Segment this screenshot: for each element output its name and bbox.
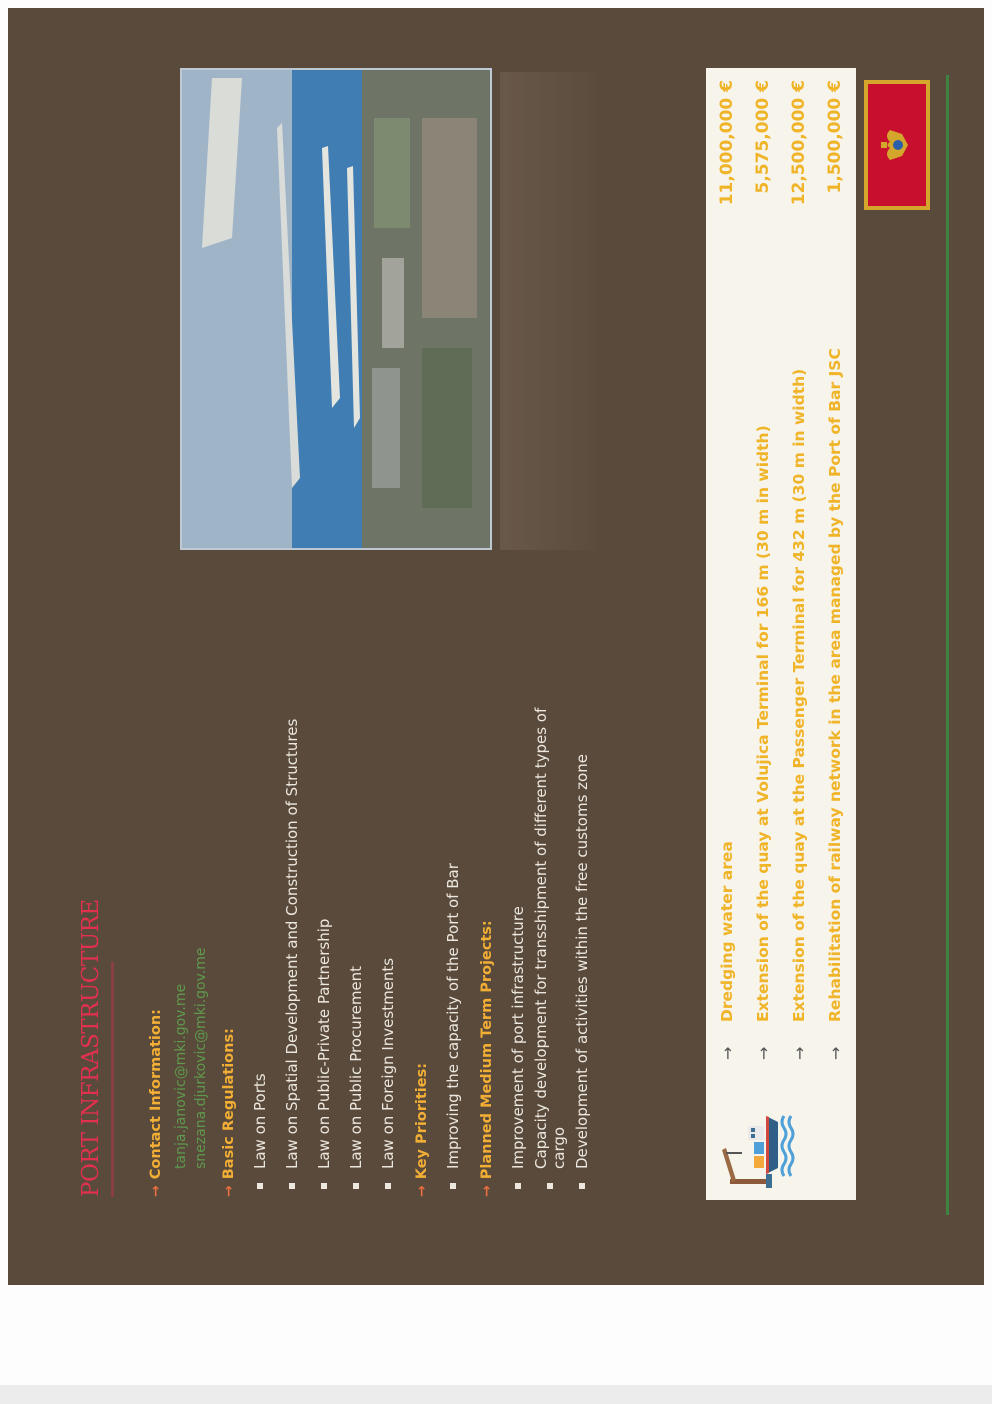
project-label: Rehabilitation of railway network in the area managed by the Port of Bar JSC (826, 348, 844, 1022)
list-item: Improvement of port infrastructure (502, 677, 534, 1189)
cargo-ship-crane-icon (720, 1108, 802, 1190)
bullet-icon (547, 1183, 553, 1189)
montenegro-flag-icon (864, 80, 930, 210)
planned-heading: Planned Medium Term Projects: (479, 920, 495, 1180)
project-row (748, 80, 778, 1060)
list-item: Law on Spatial Development and Construction of Structures (276, 677, 308, 1189)
bullet-icon (257, 1183, 263, 1189)
divider-line (946, 75, 949, 1215)
list-item: Law on Foreign Investments (372, 677, 404, 1189)
slide-content-rotated (8, 8, 984, 1285)
list-item: Development of activities within the free customs zone (566, 677, 598, 1189)
project-row (712, 80, 742, 1060)
priorities-heading: Key Priorities: (414, 1062, 430, 1180)
priorities-section (414, 677, 469, 1197)
port-aerial-photo (180, 68, 492, 550)
arrow-right-icon: → (479, 1185, 495, 1197)
arrow-right-icon: → (789, 1046, 809, 1060)
arrow-right-icon: → (414, 1185, 430, 1197)
project-amount: 5,575,000 € (753, 80, 773, 194)
project-amount: 12,500,000 € (789, 80, 809, 206)
arrow-right-icon: → (148, 1185, 164, 1197)
project-row (820, 80, 850, 1060)
list-item: Law on Public Procurement (340, 677, 372, 1189)
project-row (784, 80, 814, 1060)
bullet-icon (385, 1183, 391, 1189)
project-label: Extension of the quay at Volujica Terminal for 166 m (30 m in width) (754, 425, 772, 1022)
contact-email-1[interactable]: tanja.janovic@mki.gov.me (173, 983, 189, 1169)
arrow-right-icon: → (753, 1046, 773, 1060)
project-label: Extension of the quay at the Passenger Terminal for 432 m (30 m in width) (790, 368, 808, 1022)
projects-panel (706, 68, 856, 1200)
project-amount: 11,000,000 € (717, 80, 737, 206)
regulations-list (244, 677, 404, 1197)
bullet-icon (515, 1183, 521, 1189)
list-item: Law on Public-Private Partnership (308, 677, 340, 1189)
list-item: Law on Ports (244, 677, 276, 1189)
arrow-right-icon: → (717, 1046, 737, 1060)
port-aerial-illustration (182, 70, 490, 548)
title-underline (111, 962, 114, 1197)
bullet-icon (450, 1183, 456, 1189)
bullet-icon (289, 1183, 295, 1189)
flag-emblem-icon (868, 84, 926, 206)
list-item: Improving the capacity of the Port of Bar (437, 677, 469, 1189)
contact-section (148, 677, 211, 1197)
page-title: PORT INFRASTRUCTURE (78, 899, 104, 1197)
contact-heading: Contact Information: (148, 1009, 164, 1180)
project-amount: 1,500,000 € (825, 80, 845, 194)
planned-section (479, 677, 598, 1197)
main-content (148, 677, 608, 1197)
arrow-right-icon: → (221, 1185, 237, 1197)
bullet-icon (579, 1183, 585, 1189)
arrow-right-icon: → (825, 1046, 845, 1060)
photo-reflection (500, 72, 596, 550)
bullet-icon (353, 1183, 359, 1189)
list-item: Capacity development for transshipment of different types of cargo (534, 677, 566, 1189)
regulations-section (221, 677, 404, 1197)
regulations-heading: Basic Regulations: (221, 1028, 237, 1180)
bullet-icon (321, 1183, 327, 1189)
scan-margin (0, 1385, 992, 1404)
priorities-list (437, 677, 469, 1197)
project-label: Dredging water area (718, 841, 736, 1022)
planned-list (502, 677, 598, 1197)
contact-email-2[interactable]: snezana.djurkovic@mki.gov.me (193, 947, 209, 1169)
slide-page (8, 8, 984, 1285)
